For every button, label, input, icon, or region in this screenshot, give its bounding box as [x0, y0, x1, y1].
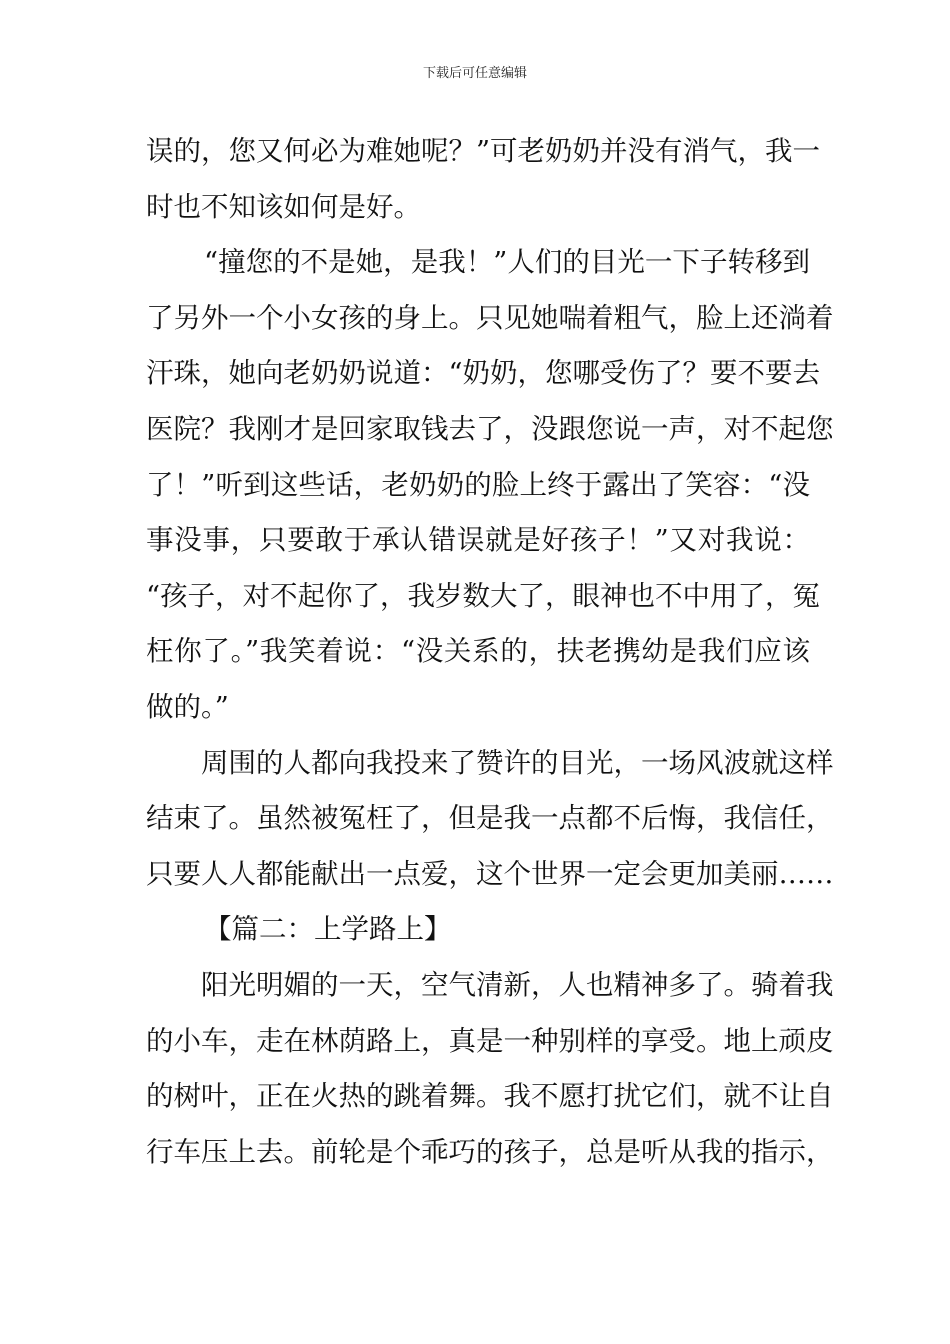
text-line: 枉你了。”我笑着说：“没关系的，扶老携幼是我们应该: [146, 635, 810, 668]
page-header: 下载后可任意编辑: [422, 66, 527, 81]
document-body: [146, 124, 834, 1180]
text-line: 了！”听到这些话，老奶奶的脸上终于露出了笑容：“没: [146, 468, 810, 501]
text-line: 误的，您又何必为难她呢？”可老奶奶并没有消气，我一: [146, 135, 821, 167]
text-line: 事没事，只要敢于承认错误就是好孩子！”又对我说：: [146, 524, 810, 557]
text-line: 的树叶，正在火热的跳着舞。我不愿打扰它们，就不让自: [146, 1080, 834, 1113]
text-line: 的小车，走在林荫路上，真是一种别样的享受。地上顽皮: [146, 1024, 834, 1057]
text-line: 行车压上去。前轮是个乖巧的孩子，总是听从我的指示，: [146, 1135, 834, 1168]
text-line: 时也不知该如何是好。: [146, 190, 421, 223]
text-line: 汗珠，她向老奶奶说道：“奶奶，您哪受伤了？要不要去: [146, 357, 821, 390]
text-line: 阳光明媚的一天，空气清新，人也精神多了。骑着我: [201, 968, 834, 1001]
text-line: “孩子，对不起你了，我岁数大了，眼神也不中用了，冤: [146, 579, 821, 612]
text-line: 医院？我刚才是回家取钱去了，没跟您说一声，对不起您: [146, 412, 834, 445]
text-line: 只要人人都能献出一点爱，这个世界一定会更加美丽……: [146, 857, 834, 890]
section-heading: 【篇二：上学路上】: [204, 913, 452, 946]
text-line: 结束了。虽然被冤枉了，但是我一点都不后悔，我信任，: [146, 802, 834, 835]
text-line: 做的。”: [146, 690, 229, 723]
text-line: 了另外一个小女孩的身上。只见她喘着粗气，脸上还淌着: [146, 301, 834, 334]
text-line: “撞您的不是她，是我！”人们的目光一下子转移到: [204, 246, 810, 279]
text-line: 周围的人都向我投来了赞许的目光，一场风波就这样: [201, 746, 834, 779]
